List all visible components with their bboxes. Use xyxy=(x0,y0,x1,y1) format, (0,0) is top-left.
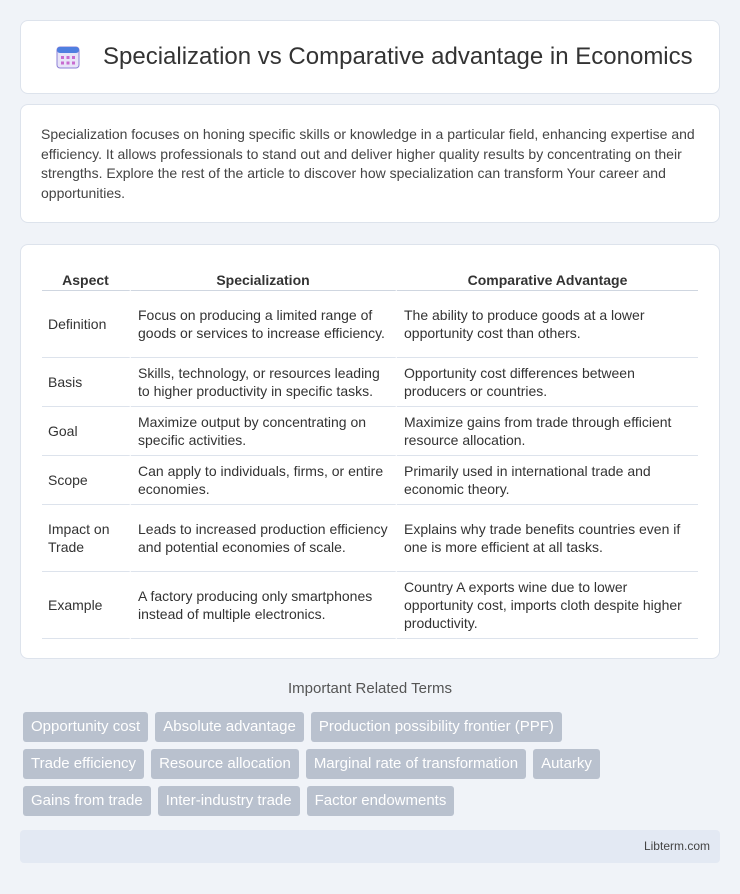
tag-autarky[interactable]: Autarky xyxy=(533,749,600,779)
table-cell-comparative-advantage: Country A exports wine due to lower opportunity cost, imports cloth despite higher productivity. xyxy=(397,572,698,639)
table-cell-comparative-advantage: Opportunity cost differences between producers or countries. xyxy=(397,358,698,407)
table-cell-aspect: Scope xyxy=(42,456,131,505)
tag-factor-endowments[interactable]: Factor endowments xyxy=(307,786,455,816)
tag-marginal-rate-of-transformation[interactable]: Marginal rate of transformation xyxy=(306,749,526,779)
tag-inter-industry-trade[interactable]: Inter-industry trade xyxy=(158,786,300,816)
table-cell-comparative-advantage: Explains why trade benefits countries even if one is more efficient at all tasks. xyxy=(397,505,698,572)
footer-site-link[interactable]: Libterm.com xyxy=(643,839,710,853)
header-card xyxy=(20,20,720,94)
tag-row xyxy=(23,749,723,779)
table-row xyxy=(42,291,698,358)
table-cell-specialization: Maximize output by concentrating on specific activities. xyxy=(131,407,397,456)
table-cell-comparative-advantage: The ability to produce goods at a lower opportunity cost than others. xyxy=(397,291,698,358)
table-cell-specialization: Skills, technology, or resources leading to higher productivity in specific tasks. xyxy=(131,358,397,407)
tag-resource-allocation[interactable]: Resource allocation xyxy=(151,749,299,779)
table-row xyxy=(42,358,698,407)
column-header-aspect: Aspect xyxy=(42,265,131,291)
tag-row xyxy=(23,712,723,742)
intro-text: Specialization focuses on honing specific skills or knowledge in a particular field, enhancing expertise and efficiency. It allows professionals to stand out and deliver higher quality results by concentrating on their strengths. Explore the rest of the article to discover how specialization can transform Your career and opportunities. xyxy=(41,126,695,201)
calendar-icon xyxy=(55,44,81,70)
table-cell-aspect: Impact on Trade xyxy=(42,505,131,572)
footer xyxy=(20,830,720,863)
table-cell-specialization: Focus on producing a limited range of goods or services to increase efficiency. xyxy=(131,291,397,358)
comparison-table xyxy=(42,265,698,639)
column-header-specialization: Specialization xyxy=(131,265,397,291)
related-terms-list xyxy=(23,712,723,823)
table-cell-specialization: Can apply to individuals, firms, or entire economies. xyxy=(131,456,397,505)
intro-card xyxy=(20,104,720,223)
tag-trade-efficiency[interactable]: Trade efficiency xyxy=(23,749,144,779)
tag-gains-from-trade[interactable]: Gains from trade xyxy=(23,786,151,816)
tag-opportunity-cost[interactable]: Opportunity cost xyxy=(23,712,148,742)
table-row xyxy=(42,572,698,639)
table-cell-comparative-advantage: Maximize gains from trade through efficient resource allocation. xyxy=(397,407,698,456)
table-cell-aspect: Basis xyxy=(42,358,131,407)
table-cell-specialization: A factory producing only smartphones instead of multiple electronics. xyxy=(131,572,397,639)
comparison-table-card xyxy=(20,244,720,659)
table-cell-aspect: Example xyxy=(42,572,131,639)
table-cell-aspect: Definition xyxy=(42,291,131,358)
table-cell-aspect: Goal xyxy=(42,407,131,456)
tag-absolute-advantage[interactable]: Absolute advantage xyxy=(155,712,304,742)
table-cell-specialization: Leads to increased production efficiency and potential economies of scale. xyxy=(131,505,397,572)
tag-production-possibility-frontier[interactable]: Production possibility frontier (PPF) xyxy=(311,712,562,742)
tag-row xyxy=(23,786,723,816)
table-cell-comparative-advantage: Primarily used in international trade and economic theory. xyxy=(397,456,698,505)
related-terms-title: Important Related Terms xyxy=(288,680,452,697)
table-row xyxy=(42,407,698,456)
column-header-comparative-advantage: Comparative Advantage xyxy=(397,265,698,291)
page-title: Specialization vs Comparative advantage in Economics xyxy=(103,43,693,70)
table-row xyxy=(42,505,698,572)
table-row xyxy=(42,456,698,505)
table-header-row xyxy=(42,265,698,291)
